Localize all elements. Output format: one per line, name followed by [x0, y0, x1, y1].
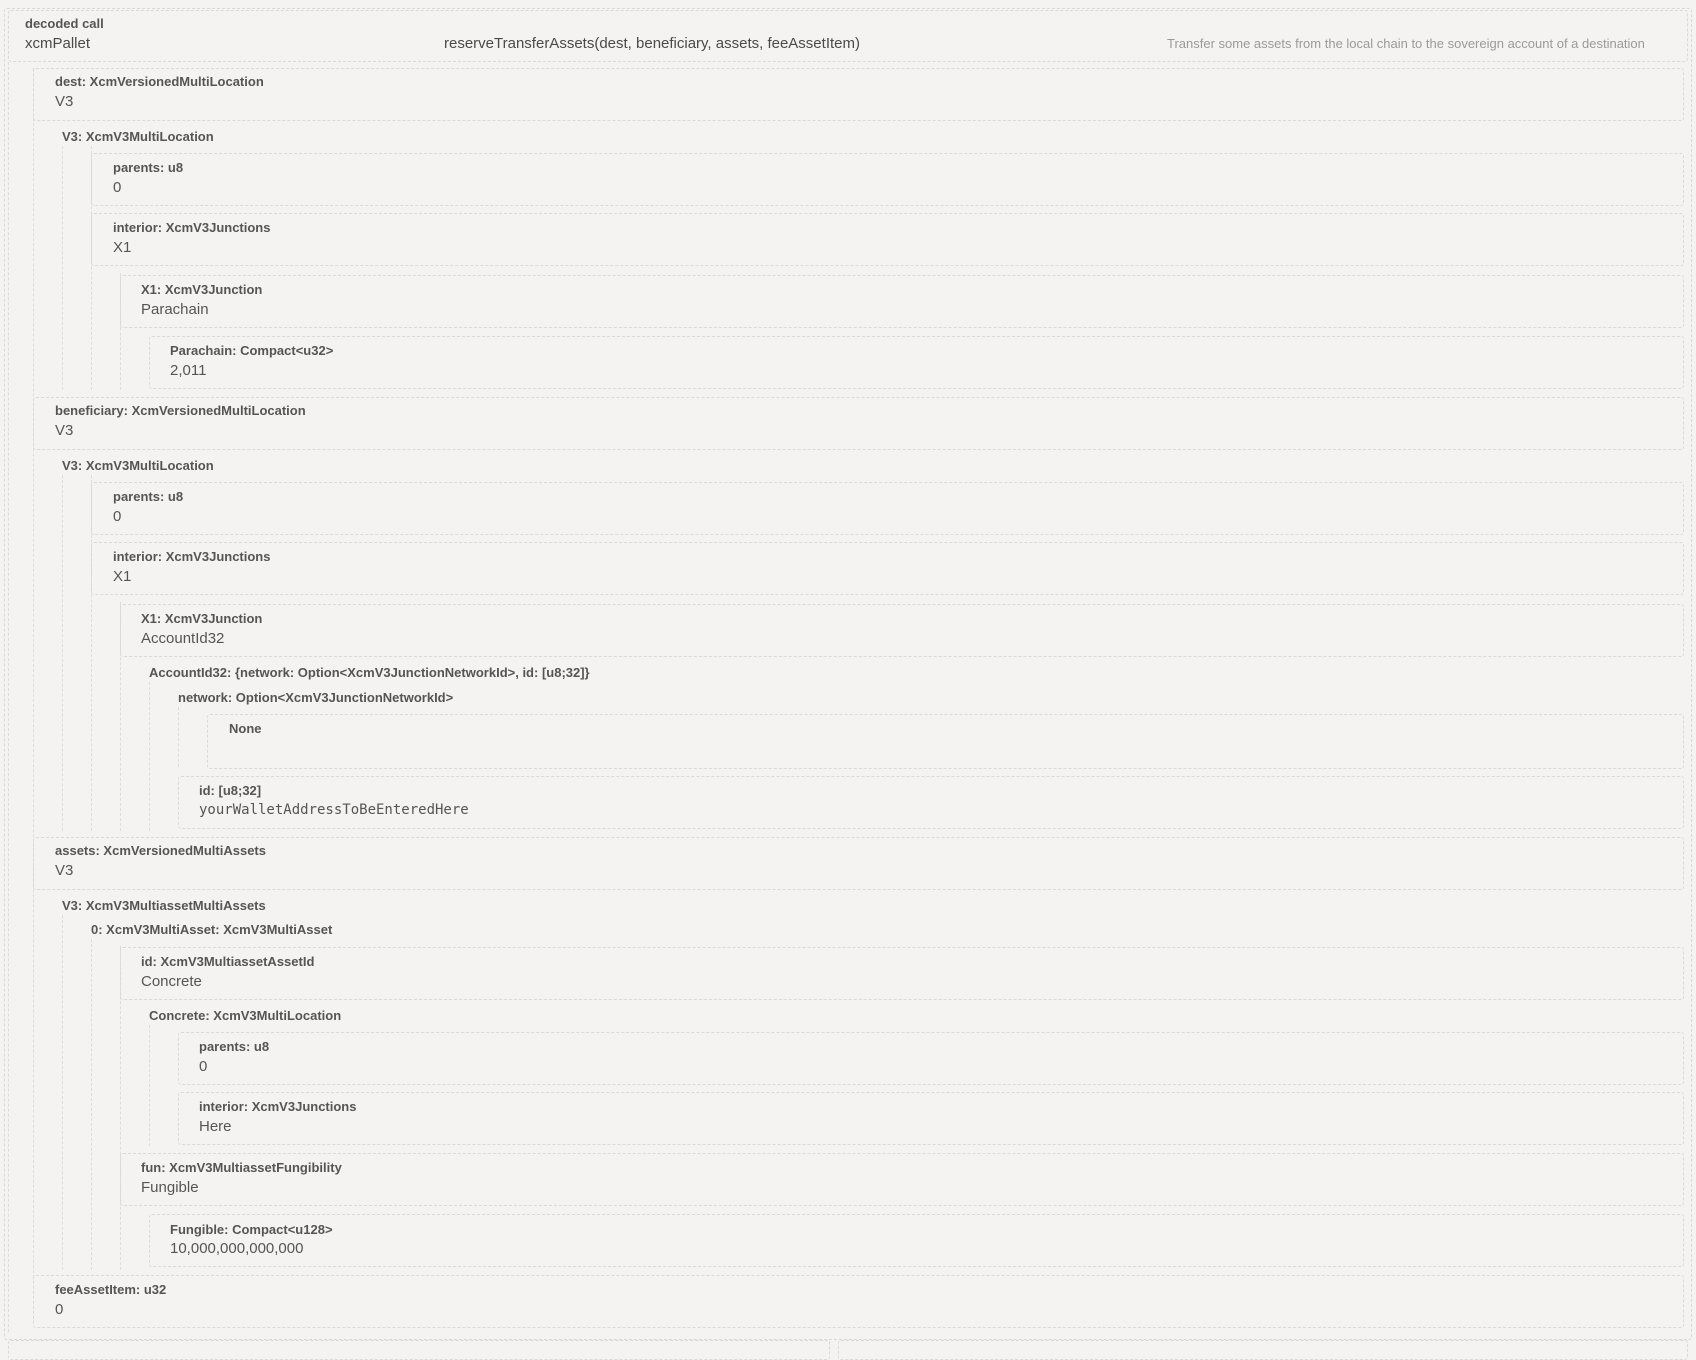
- beneficiary-id-label: id: [u8;32]: [199, 783, 262, 798]
- assets-interior-value: Here: [199, 1118, 232, 1135]
- feeassetitem-param: [33, 1275, 1684, 1328]
- assets-item-label: 0: XcmV3MultiAsset: XcmV3MultiAsset: [91, 922, 333, 937]
- dest-parachain-field: [149, 336, 1684, 389]
- call-section: xcmPallet: [25, 35, 91, 52]
- beneficiary-x1-label: X1: XcmV3Junction: [141, 611, 263, 626]
- beneficiary-network-label: network: Option<XcmV3JunctionNetworkId>: [178, 690, 454, 705]
- bottom-panel-left: [8, 1340, 830, 1360]
- dest-interior-field: [91, 213, 1684, 266]
- assets-value: V3: [55, 862, 74, 879]
- beneficiary-interior-label: interior: XcmV3Junctions: [113, 549, 271, 564]
- assets-v3-label: V3: XcmV3MultiassetMultiAssets: [62, 898, 266, 913]
- beneficiary-label: beneficiary: XcmVersionedMultiLocation: [55, 403, 306, 418]
- dest-v3-label: V3: XcmV3MultiLocation: [62, 129, 214, 144]
- beneficiary-network-none-label: None: [229, 721, 262, 736]
- dest-parents-field: [91, 153, 1684, 206]
- beneficiary-x1-field: [120, 604, 1684, 657]
- feeassetitem-label: feeAssetItem: u32: [55, 1282, 167, 1297]
- beneficiary-parents-field: [91, 482, 1684, 535]
- beneficiary-parents-value: 0: [113, 508, 122, 525]
- call-method: reserveTransferAssets(dest, beneficiary, assets, feeAssetItem): [444, 35, 860, 52]
- dest-label: dest: XcmVersionedMultiLocation: [55, 74, 264, 89]
- dest-v3-rail: [62, 146, 63, 390]
- assets-item-rail: [91, 939, 92, 1270]
- beneficiary-x1-value: AccountId32: [141, 630, 225, 647]
- assets-parents-value: 0: [199, 1058, 208, 1075]
- beneficiary-parents-label: parents: u8: [113, 489, 184, 504]
- tree-rail: [8, 62, 9, 1332]
- call-description: Transfer some assets from the local chain to the sovereign account of a destination: [1167, 36, 1645, 51]
- dest-x1-field: [120, 275, 1684, 328]
- dest-parents-label: parents: u8: [113, 160, 184, 175]
- dest-interior-label: interior: XcmV3Junctions: [113, 220, 271, 235]
- beneficiary-accountid32-label: AccountId32: {network: Option<XcmV3JunctionNetworkId>, id: [u8;32]}: [149, 665, 590, 680]
- beneficiary-accountid32-rail: [149, 682, 150, 831]
- assets-label: assets: XcmVersionedMultiAssets: [55, 843, 266, 858]
- beneficiary-network-rail: [178, 707, 179, 767]
- dest-param: [33, 68, 1684, 121]
- assets-id-label: id: XcmV3MultiassetAssetId: [141, 954, 315, 969]
- assets-param: [33, 837, 1684, 890]
- feeassetitem-value: 0: [55, 1301, 64, 1318]
- assets-parents-label: parents: u8: [199, 1039, 270, 1054]
- assets-id-value: Concrete: [141, 973, 202, 990]
- assets-interior-label: interior: XcmV3Junctions: [199, 1099, 357, 1114]
- assets-parents-field: [178, 1032, 1684, 1085]
- assets-id-field: [120, 947, 1684, 1000]
- assets-fun-value: Fungible: [141, 1179, 199, 1196]
- dest-parents-value: 0: [113, 179, 122, 196]
- dest-x1-label: X1: XcmV3Junction: [141, 282, 263, 297]
- beneficiary-interior-field: [91, 542, 1684, 595]
- dest-rail: [33, 68, 34, 1278]
- beneficiary-id-value: yourWalletAddressToBeEnteredHere: [199, 802, 469, 818]
- beneficiary-value: V3: [55, 422, 74, 439]
- assets-fungible-label: Fungible: Compact<u128>: [170, 1222, 333, 1237]
- assets-v3-rail: [62, 915, 63, 1270]
- dest-value: V3: [55, 93, 74, 110]
- beneficiary-v3-label: V3: XcmV3MultiLocation: [62, 458, 214, 473]
- dest-parachain-value: 2,011: [170, 362, 207, 379]
- dest-parachain-label: Parachain: Compact<u32>: [170, 343, 334, 358]
- dest-x1-value: Parachain: [141, 301, 209, 318]
- assets-fungible-value: 10,000,000,000,000: [170, 1240, 304, 1257]
- assets-fun-label: fun: XcmV3MultiassetFungibility: [141, 1160, 342, 1175]
- decoded-call-label: decoded call: [25, 16, 104, 31]
- assets-concrete-rail: [149, 1025, 150, 1146]
- dest-interior-value: X1: [113, 239, 132, 256]
- assets-concrete-label: Concrete: XcmV3MultiLocation: [149, 1008, 342, 1023]
- beneficiary-network-none-field: [207, 714, 1684, 769]
- beneficiary-interior-value: X1: [113, 568, 132, 585]
- assets-interior-field: [178, 1092, 1684, 1145]
- assets-fun-field: [120, 1153, 1684, 1206]
- beneficiary-v3-rail: [62, 475, 63, 831]
- assets-fungible-field: [149, 1214, 1684, 1267]
- bottom-panel-right: [838, 1340, 1688, 1360]
